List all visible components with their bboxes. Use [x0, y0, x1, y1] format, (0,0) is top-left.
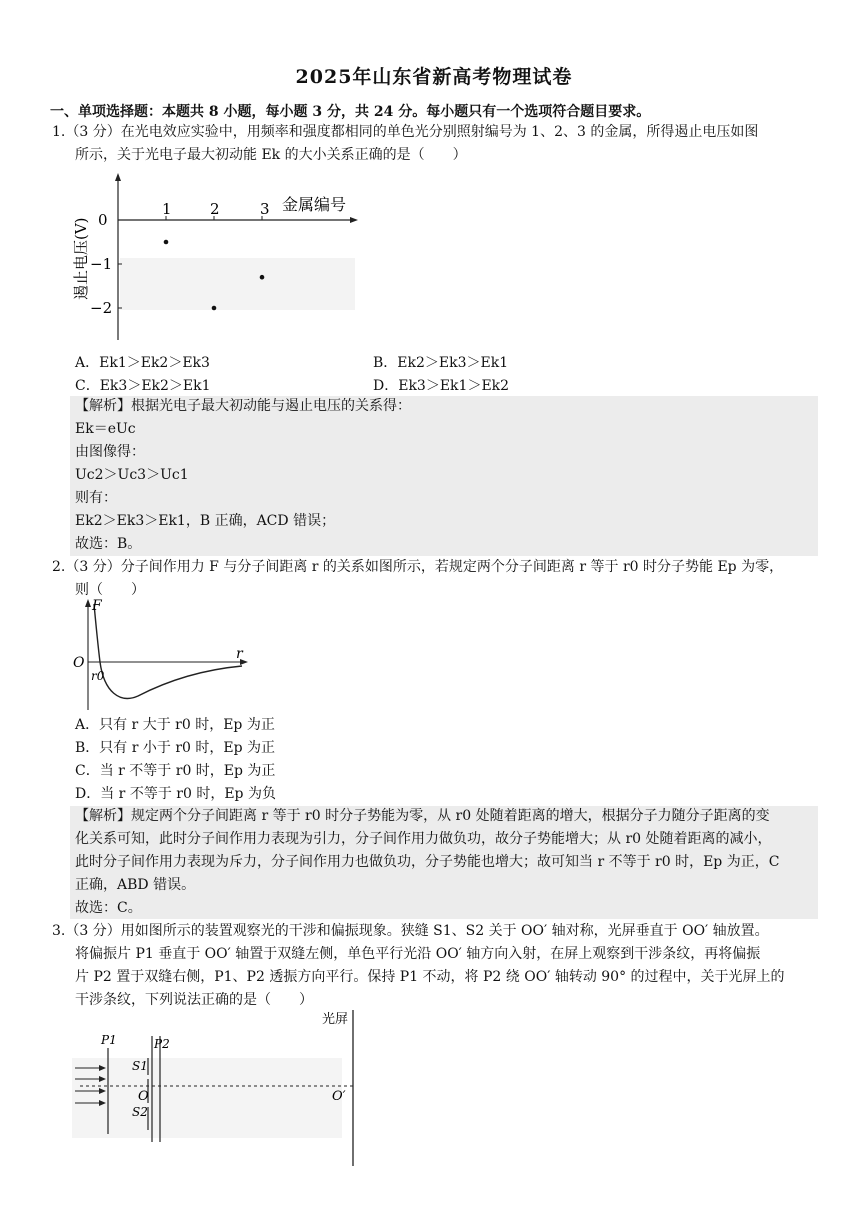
q2-analysis-line: 化关系可知，此时分子间作用力表现为引力，分子间作用力做负功，故分子势能增大；从 r0 处随着距离的减小，: [75, 831, 772, 847]
q1-option-b: B．Ek2＞Ek3＞Ek1: [373, 355, 509, 371]
q2-analysis-line: 正确，ABD 错误。: [75, 877, 196, 893]
q3-stem-line2: 将偏振片 P1 垂直于 OO′ 轴置于双缝左侧，单色平行光沿 OO′ 轴方向入射，在屏上观察到干涉条纹，再将偏振: [75, 946, 761, 962]
x-tick-2: 2: [210, 200, 220, 218]
q1-analysis-line: Uc2＞Uc3＞Uc1: [75, 467, 189, 483]
origin-label: O: [73, 655, 85, 671]
page-title: 2025年山东省新高考物理试卷: [295, 66, 573, 88]
f-axis-label: F: [92, 598, 102, 614]
q1-analysis-line: 故选：B。: [75, 536, 142, 552]
q3-stem-line3: 片 P2 置于双缝右侧，P1、P2 透振方向平行。保持 P1 不动，将 P2 绕 OO′ 轴转动 90° 的过程中，关于光屏上的: [75, 969, 785, 985]
o-prime-label: O′: [332, 1089, 346, 1104]
q1-option-d: D．Ek3＞Ek1＞Ek2: [373, 378, 510, 394]
r-axis-label: r: [236, 646, 243, 662]
q1-stem-line2: 所示，关于光电子最大初动能 Ek 的大小关系正确的是（ ）: [75, 147, 467, 163]
y-tick-0: 0: [98, 211, 108, 229]
q1-option-c: C．Ek3＞Ek2＞Ek1: [75, 378, 211, 394]
x-axis-label: 金属编号: [282, 195, 347, 214]
q1-option-a: A．Ek1＞Ek2＞Ek3: [75, 355, 210, 371]
q3-interference-apparatus: [70, 1008, 370, 1173]
q1-analysis-line: 由图像得：: [75, 444, 145, 460]
q2-option-a: A．只有 r 大于 r0 时，Ep 为正: [75, 717, 275, 733]
q2-stem-line1: 2.（3 分）分子间作用力 F 与分子间距离 r 的关系如图所示，若规定两个分子间距离 r 等于 r0 时分子势能 Ep 为零，: [52, 559, 784, 575]
q2-analysis-line: 故选：C。: [75, 900, 142, 916]
q1-analysis-line: Ek＝eUc: [75, 421, 136, 437]
p1-label: P1: [101, 1033, 117, 1047]
screen-label: 光屏: [322, 1012, 349, 1027]
q1-analysis-line: 则有：: [75, 490, 117, 506]
q1-analysis-line: Ek2＞Ek3＞Ek1，B 正确，ACD 错误；: [75, 513, 336, 529]
q1-analysis-line: 【解析】根据光电子最大初动能与遏止电压的关系得：: [75, 398, 411, 414]
y-axis-label: 遏止电压(V): [72, 217, 90, 300]
x-tick-3: 3: [260, 200, 270, 218]
s2-label: S2: [132, 1105, 148, 1119]
q2-option-c: C．当 r 不等于 r0 时，Ep 为正: [75, 763, 276, 779]
s1-label: S1: [132, 1059, 148, 1073]
o-label: O: [138, 1089, 149, 1104]
q2-analysis-line: 此时分子间作用力表现为斥力，分子间作用力也做负功，分子势能也增大；故可知当 r 不等于 r0 时，Ep 为正，C: [75, 854, 780, 870]
q2-option-d: D．当 r 不等于 r0 时，Ep 为负: [75, 786, 276, 802]
q1-stem-line1: 1.（3 分）在光电效应实验中，用频率和强度都相同的单色光分别照射编号为 1、2、3 的金属，所得遏止电压如图: [52, 124, 759, 140]
data-point-metal-2: [212, 306, 217, 311]
y-tick-neg1: −1: [90, 255, 113, 273]
q2-analysis-line: 【解析】规定两个分子间距离 r 等于 r0 时分子势能为零，从 r0 处随着距离的增大，根据分子力随分子距离的变: [75, 808, 770, 824]
q2-force-distance-graph: [70, 596, 260, 714]
q3-stem-line4: 干涉条纹，下列说法正确的是（ ）: [75, 992, 313, 1008]
y-tick-neg2: −2: [90, 299, 113, 317]
section-heading: 一、单项选择题：本题共 8 小题，每小题 3 分，共 24 分。每小题只有一个选项符合题目要求。: [50, 104, 651, 120]
x-tick-1: 1: [162, 200, 172, 218]
q2-option-b: B．只有 r 小于 r0 时，Ep 为正: [75, 740, 276, 756]
q1-stopping-voltage-chart: [70, 170, 370, 350]
data-point-metal-1: [164, 240, 169, 245]
r0-label: r0: [91, 669, 105, 683]
p2-label: P2: [154, 1037, 170, 1051]
data-point-metal-3: [260, 275, 265, 280]
q3-stem-line1: 3.（3 分）用如图所示的装置观察光的干涉和偏振现象。狭缝 S1、S2 关于 OO′ 轴对称，光屏垂直于 OO′ 轴放置。: [52, 923, 769, 939]
q2-stem-line2: 则（ ）: [75, 582, 145, 598]
